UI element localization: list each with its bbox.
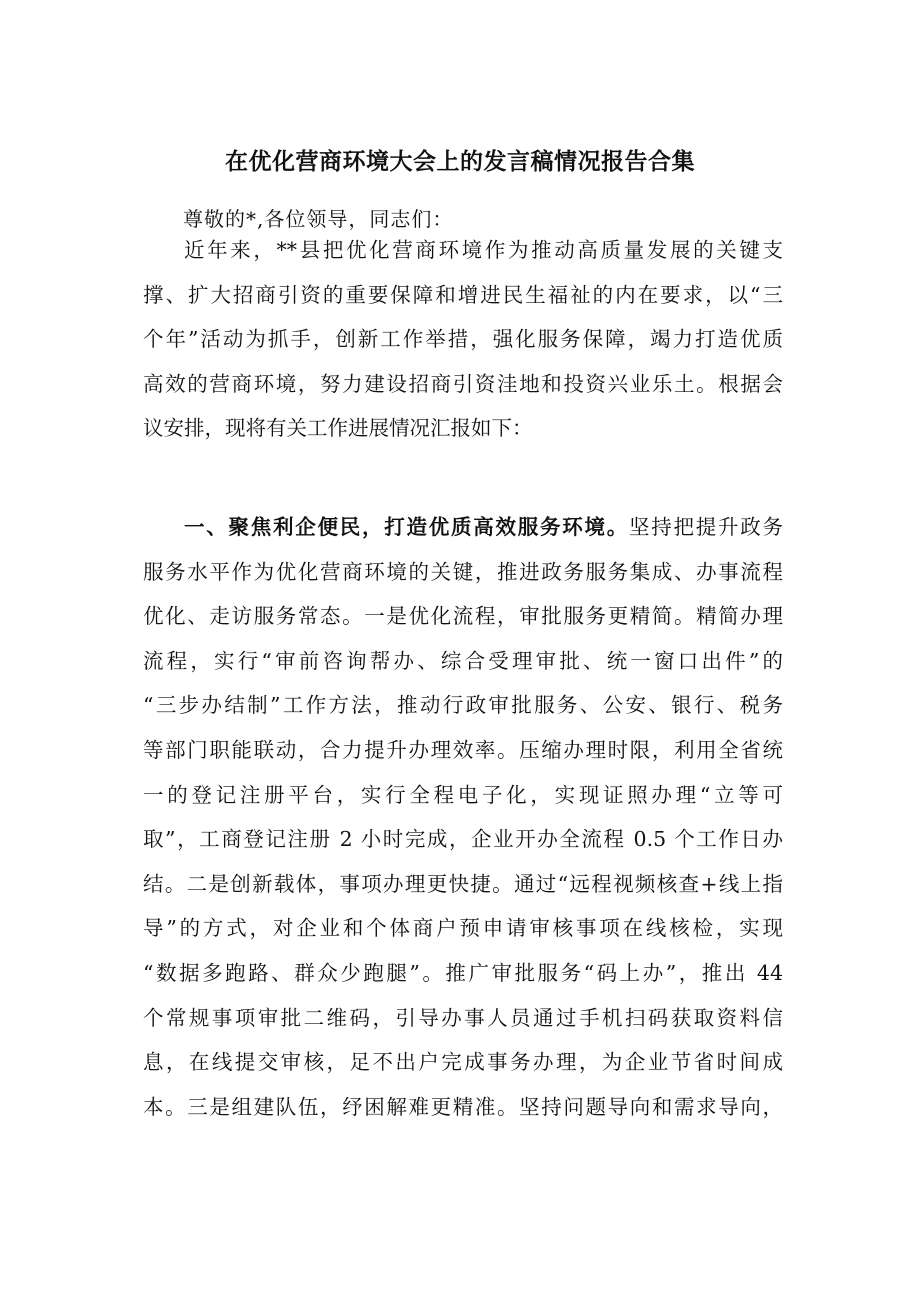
text-line: 等部门职能联动，合力提升办理效率。压缩办理时限，利用全省统 [143, 737, 783, 762]
text-line: 近年来，**县把优化营商环境作为推动高质量发展的关键支 [184, 238, 783, 262]
paragraph-intro [143, 228, 783, 451]
text-line: 本。三是组建队伍，纾困解难更精准。坚持问题导向和需求导向， [143, 1094, 783, 1119]
text-line: 服务水平作为优化营商环境的关键，推进政务服务集成、办事流程 [143, 559, 783, 584]
text-line: 个常规事项审批二维码，引导办事人员通过手机扫码获取资料信 [143, 1005, 783, 1030]
text-line: 议安排，现将有关工作进展情况汇报如下： [143, 416, 533, 441]
text-line: 结。二是创新载体，事项办理更快捷。通过“远程视频核查+线上指 [143, 871, 783, 896]
text-line: 息，在线提交审核，足不出户完成事务办理，为企业节省时间成 [143, 1050, 783, 1075]
text-line [143, 505, 783, 550]
text-line: 流程，实行“审前咨询帮办、综合受理审批、统一窗口出件”的 [143, 648, 783, 673]
section-heading: 一、聚焦利企便民，打造优质高效服务环境。 [184, 515, 629, 539]
section-heading-rest: 坚持把提升政务 [629, 515, 783, 539]
text-line: 个年”活动为抓手，创新工作举措，强化服务保障，竭力打造优质 [143, 327, 783, 352]
document-title: 在优化营商环境大会上的发言稿情况报告合集 [225, 149, 695, 175]
text-line: “数据多跑路、群众少跑腿”。推广审批服务“码上办”，推出 44 [143, 960, 783, 985]
text-line: 一的登记注册平台，实行全程电子化，实现证照办理“立等可 [143, 782, 783, 807]
text-line: “三步办结制”工作方法，推动行政审批服务、公安、银行、税务 [143, 693, 783, 718]
text-line: 优化、走访服务常态。一是优化流程，审批服务更精简。精简办理 [143, 604, 783, 629]
text-line: 导”的方式，对企业和个体商户预申请审核事项在线核检，实现 [143, 916, 783, 941]
text-line: 取”，工商登记注册 2 小时完成，企业开办全流程 0.5 个工作日办 [143, 827, 783, 852]
paragraph-section-one [143, 505, 783, 1129]
salutation: 尊敬的*,各位领导，同志们： [183, 207, 454, 231]
text-line: 撑、扩大招商引资的重要保障和增进民生福祉的内在要求，以“三 [143, 282, 783, 307]
text-line: 高效的营商环境，努力建设招商引资洼地和投资兴业乐土。根据会 [143, 371, 783, 396]
